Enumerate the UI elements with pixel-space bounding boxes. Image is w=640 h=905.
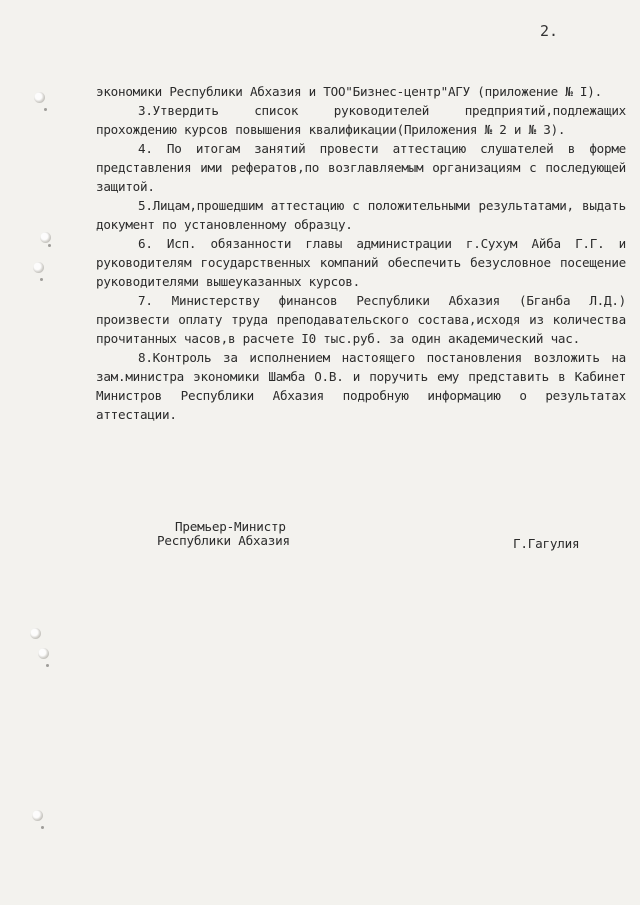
punch-hole: [34, 92, 45, 103]
paragraph-appendix-reference: экономики Республики Абхазия и ТОО"Бизнес-центр"АГУ (приложение № I).: [96, 84, 602, 99]
signatory-title-line-1: Премьер-Министр: [175, 519, 286, 534]
signatory-title-line-2: Республики Абхазия: [157, 533, 290, 548]
paragraph-item-5: 5.Лицам,прошедшим аттестацию с положительными результатами, выдать документ по установленному образцу.: [96, 198, 626, 232]
signatory-name: Г.Гагулия: [513, 536, 580, 551]
document-body: [96, 82, 626, 424]
paragraph-item-4: 4. По итогам занятий провести аттестацию слушателей в форме представления ими рефератов,по возглавляемым организациям с последующей защитой.: [96, 141, 626, 194]
punch-hole: [40, 232, 51, 243]
paper-speck: [41, 826, 44, 829]
paragraph-item-7: 7. Министерству финансов Республики Абхазия (Бганба Л.Д.) произвести оплату труда преподавательского состава,исходя из количества прочитанных часов,в расчете I0 тыс.руб. за один академический час.: [96, 293, 626, 346]
paper-speck: [44, 108, 47, 111]
paper-speck: [48, 244, 51, 247]
paper-speck: [46, 664, 49, 667]
paragraph-item-6: 6. Исп. обязанности главы администрации г.Сухум Айба Г.Г. и руководителям государственных компаний обеспечить безусловное посещение руководителями вышеуказанных курсов.: [96, 236, 626, 289]
punch-hole: [33, 262, 44, 273]
page-number: 2.: [540, 22, 559, 40]
punch-hole: [32, 810, 43, 821]
punch-hole: [38, 648, 49, 659]
paragraph-item-3: 3.Утвердить список руководителей предприятий,подлежащих прохождению курсов повышения квалификации(Приложения № 2 и № 3).: [96, 103, 626, 137]
paragraph-item-8: 8.Контроль за исполнением настоящего постановления возложить на зам.министра экономики Шамба О.В. и поручить ему представить в Кабинет Министров Республики Абхазия подробную информацию о результатах аттестации.: [96, 350, 626, 422]
paper-speck: [40, 278, 43, 281]
punch-hole: [30, 628, 41, 639]
